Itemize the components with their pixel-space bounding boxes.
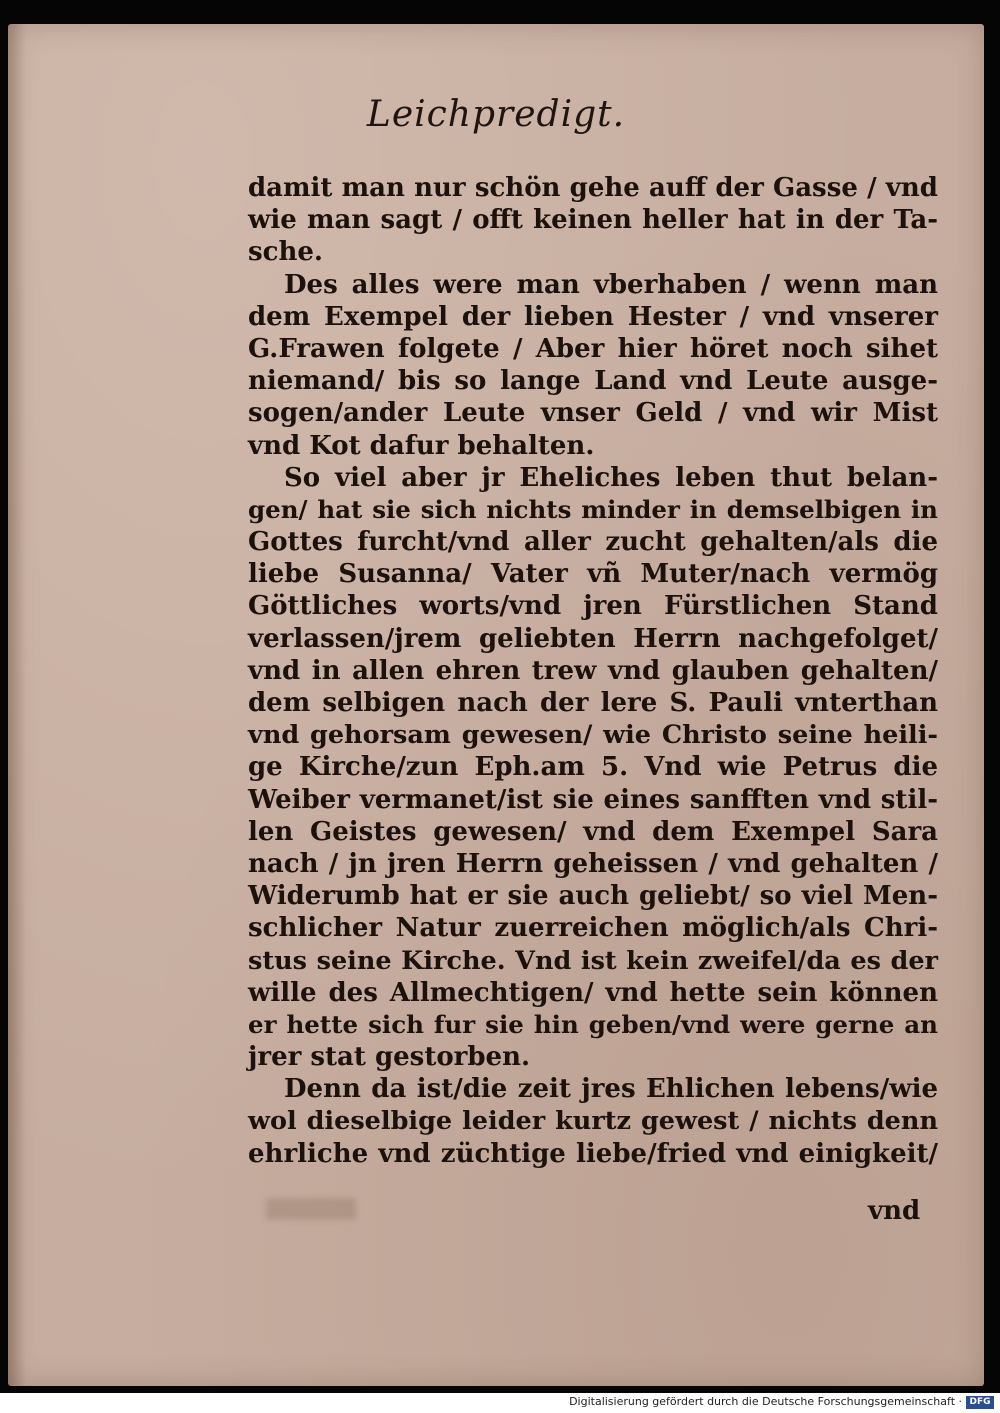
text-line: jrer stat gestorben.: [248, 1042, 531, 1073]
text-line: niemand/ bis so lange Land vnd Leute ausge-: [248, 366, 938, 397]
footer-credit: Digitalisierung gefördert durch die Deutsche Forschungsgemeinschaft ·: [569, 1395, 962, 1408]
text-line: dem Exempel der lieben Hester / vnd vnserer: [248, 301, 938, 332]
text-line: nach / jn jren Herrn geheissen / vnd gehalten /: [248, 848, 938, 879]
text-line: verlassen/jrem geliebten Herrn nachgefolget/: [248, 623, 938, 654]
text-line: vnd Kot dafur behalten.: [248, 430, 595, 461]
text-line: wille des Allmechtigen/ vnd hette sein können: [248, 977, 938, 1008]
body-text: [248, 172, 938, 1170]
text-line: vnd in allen ehren trew vnd glauben gehalten/: [248, 655, 938, 686]
text-line: gen/ hat sie sich nichts minder in demselbigen in: [248, 494, 938, 524]
text-line: So viel aber jr Eheliches leben thut belan-: [284, 462, 938, 493]
text-line: vnd gehorsam gewesen/ wie Christo seine heili-: [248, 720, 938, 751]
footer-bar: [0, 1393, 1000, 1413]
dfg-logo-icon: DFG: [966, 1396, 994, 1409]
text-line: len Geistes gewesen/ vnd dem Exempel Sara: [248, 816, 938, 847]
text-line: Des alles were man vberhaben / wenn man: [284, 269, 938, 300]
ink-bleed: [266, 1198, 356, 1220]
text-line: sogen/ander Leute vnser Geld / vnd wir Mist: [248, 398, 938, 429]
running-head: Leichpredigt.: [366, 94, 626, 135]
text-line: liebe Susanna/ Vater vñ Muter/nach vermög: [248, 559, 938, 590]
catchword: vnd: [868, 1196, 921, 1226]
text-line: dem selbigen nach der lere S. Pauli vnterthan: [248, 688, 938, 718]
text-line: Weiber vermanet/ist sie eines sanfften vnd stil-: [248, 784, 938, 815]
text-line: stus seine Kirche. Vnd ist kein zweifel/da es der: [248, 945, 938, 976]
text-line: Göttliches worts/vnd jren Fürstlichen Stand: [248, 591, 938, 622]
text-line: sche.: [248, 237, 323, 268]
text-line: schlicher Natur zuerreichen möglich/als Chri-: [248, 913, 938, 944]
text-line: ehrliche vnd züchtige liebe/fried vnd einigkeit/: [248, 1138, 938, 1169]
text-line: Gottes furcht/vnd aller zucht gehalten/als die: [248, 527, 938, 558]
text-line: damit man nur schön gehe auff der Gasse / vnd: [248, 173, 938, 203]
text-line: G.Frawen folgete / Aber hier höret noch sihet: [248, 333, 938, 364]
text-line: er hette sich fur sie hin geben/vnd were gerne an: [248, 1009, 938, 1039]
book-page: [8, 24, 984, 1386]
text-line: wol dieselbige leider kurtz gewest / nichts denn: [248, 1106, 938, 1137]
text-line: wie man sagt / offt keinen heller hat in der Ta-: [248, 205, 938, 236]
text-line: Widerumb hat er sie auch geliebt/ so viel Men-: [248, 881, 938, 912]
text-line: Denn da ist/die zeit jres Ehlichen lebens/wie: [284, 1074, 938, 1105]
text-line: ge Kirche/zun Eph.am 5. Vnd wie Petrus die: [248, 752, 938, 783]
